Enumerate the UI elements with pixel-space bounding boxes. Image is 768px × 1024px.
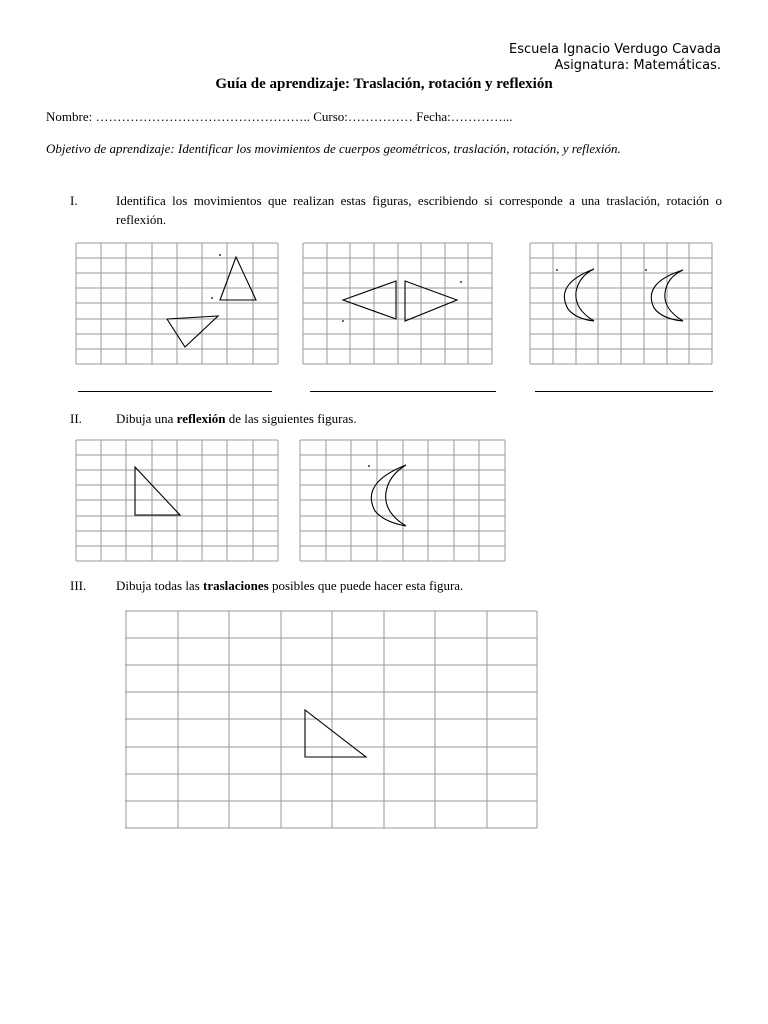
center-point	[368, 465, 370, 467]
triangle-figure	[343, 281, 396, 319]
section-3-text	[116, 576, 463, 595]
grid-reflection-triangles	[303, 243, 492, 364]
grid-rotation-triangles	[76, 243, 278, 364]
grid-translation-crescents	[530, 243, 712, 364]
section-3-numeral: III.	[70, 578, 87, 593]
school-name: Escuela Ignacio Verdugo Cavada	[509, 42, 721, 57]
grid-reflect-crescent	[300, 440, 505, 561]
answer-line-2[interactable]	[310, 391, 496, 392]
page-title: Guía de aprendizaje: Traslación, rotación y reflexión	[215, 76, 553, 92]
grid-lines	[303, 243, 492, 364]
answer-line-1[interactable]	[78, 391, 272, 392]
section-3-text-end: posibles que puede hacer esta figura.	[268, 578, 464, 593]
grid-lines	[300, 440, 505, 561]
center-point	[460, 281, 462, 283]
center-point	[211, 297, 213, 299]
rotated-triangle-figure	[167, 316, 218, 347]
section-3-text-start: Dibuja todas las	[116, 578, 204, 593]
center-point	[645, 269, 647, 271]
course-field[interactable]: Curso:……………	[313, 109, 417, 124]
date-field[interactable]: Fecha:…………...	[416, 109, 513, 124]
grid-lines	[530, 243, 712, 364]
answer-line-3[interactable]	[535, 391, 713, 392]
triangle-figure	[305, 710, 366, 757]
subject-name: Asignatura: Matemáticas.	[554, 58, 721, 73]
grid-lines	[76, 440, 278, 561]
school-header	[509, 42, 721, 74]
section-2-text-start: Dibuja una	[116, 411, 177, 426]
triangle-figure	[135, 467, 180, 515]
section-2-text	[116, 409, 357, 428]
section-2-keyword: reflexión	[176, 411, 226, 426]
section-1-text: Identifica los movimientos que realizan estas figuras, escribiendo si corresponde a una traslación, rotación o reflexión.	[116, 193, 722, 227]
center-point	[219, 254, 221, 256]
name-field[interactable]: Nombre: …………………………………………..	[46, 109, 314, 124]
triangle-figure	[220, 257, 256, 300]
crescent-figure	[564, 269, 594, 321]
reflected-triangle-figure	[405, 281, 457, 321]
learning-objective: Objetivo de aprendizaje: Identificar los movimientos de cuerpos geométricos, traslación, rotación, y reflexión.	[46, 141, 621, 156]
center-point	[342, 320, 344, 322]
center-point	[556, 269, 558, 271]
section-3-keyword: traslaciones	[203, 578, 269, 593]
grid-lines	[125, 611, 537, 828]
grid-lines	[76, 243, 278, 364]
grid-reflect-triangle	[76, 440, 278, 561]
section-2-numeral: II.	[70, 411, 82, 426]
section-2-text-end: de las siguientes figuras.	[225, 411, 357, 426]
section-1-numeral: I.	[70, 193, 78, 208]
grid-translation-large	[125, 611, 537, 828]
student-fields	[46, 109, 513, 125]
